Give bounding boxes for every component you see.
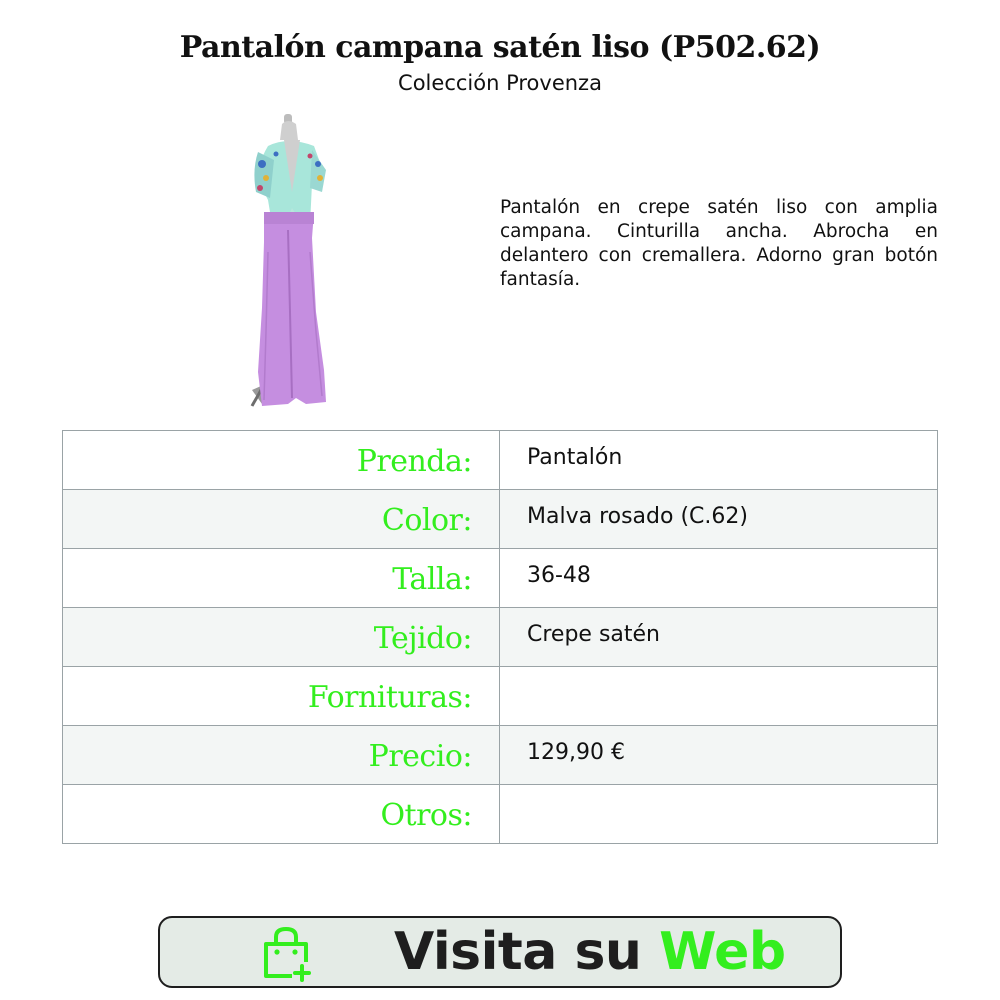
spec-label-text: Fornituras:	[307, 680, 472, 715]
spec-label-text: Color:	[381, 503, 472, 538]
spec-label	[63, 608, 500, 667]
visit-web-label	[394, 920, 786, 984]
spec-value-text: Pantalón	[527, 445, 623, 470]
spec-value-text: 129,90 €	[527, 740, 625, 765]
spec-label	[63, 549, 500, 608]
spec-label-text: Otros:	[380, 798, 472, 833]
spec-value-text	[527, 667, 937, 681]
spec-value	[500, 785, 938, 844]
spec-label-text: Prenda:	[356, 444, 472, 479]
spec-table	[62, 430, 938, 844]
spec-value	[500, 726, 938, 785]
spec-value-text	[527, 785, 937, 799]
spec-row	[63, 667, 938, 726]
product-description: Pantalón en crepe satén liso con amplia campana. Cinturilla ancha. Abrocha en delantero con cremallera. Adorno gran botón fantasía.	[500, 197, 938, 290]
spec-label-text: Tejido:	[373, 621, 472, 656]
spec-label-text: Talla:	[392, 562, 472, 597]
shopping-bag-add-icon	[260, 926, 312, 982]
spec-value	[500, 549, 938, 608]
spec-row	[63, 549, 938, 608]
spec-row	[63, 431, 938, 490]
spec-value	[500, 608, 938, 667]
spec-label	[63, 726, 500, 785]
spec-value-text: Malva rosado (C.62)	[527, 504, 748, 529]
collection-name: Colección Provenza	[398, 71, 602, 95]
spec-label	[63, 490, 500, 549]
spec-row	[63, 490, 938, 549]
product-title: Pantalón campana satén liso (P502.62)	[179, 30, 821, 65]
spec-row	[63, 726, 938, 785]
spec-row	[63, 785, 938, 844]
spec-label	[63, 667, 500, 726]
product-photo	[222, 112, 352, 422]
spec-label-text: Precio:	[368, 739, 472, 774]
visit-web-text: Visita su	[394, 922, 660, 982]
spec-value	[500, 490, 938, 549]
spec-value	[500, 667, 938, 726]
web-accent-text: Web	[659, 922, 786, 982]
visit-web-button[interactable]	[158, 916, 842, 988]
spec-value-text: Crepe satén	[527, 622, 660, 647]
spec-label	[63, 785, 500, 844]
spec-label	[63, 431, 500, 490]
spec-value-text: 36-48	[527, 563, 591, 588]
spec-value	[500, 431, 938, 490]
spec-row	[63, 608, 938, 667]
